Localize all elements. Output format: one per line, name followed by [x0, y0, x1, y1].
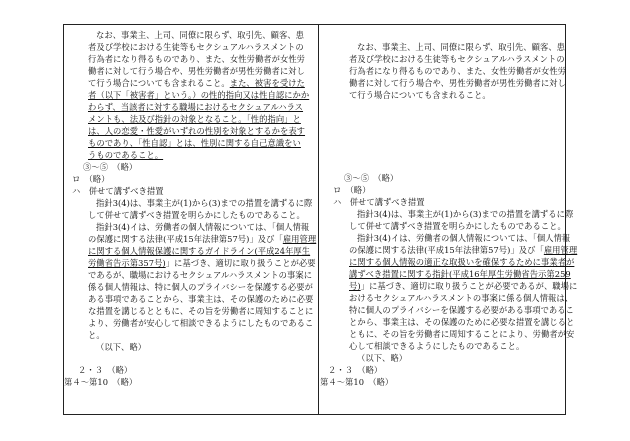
right-para-line-4: 働者に対して行う場合や、男性労働者が男性労働者に対し	[349, 78, 566, 88]
right-ha-line-11: ともに、その旨を労働者に周知することにより、労働者が安	[349, 329, 575, 339]
left-added-line-1: 者（以下「被害者」という。）の性的指向又は性自認にかか	[88, 90, 310, 100]
left-sec23: ２・３ （略）	[78, 365, 133, 375]
right-sec410: 第４～第10 （略）	[320, 377, 394, 387]
right-sec3: ③～⑤ （略）	[344, 173, 399, 183]
right-ha-line-3: 指針3(4)イは、労働者の個人情報については、「個人情報	[357, 233, 571, 243]
left-ha-line-8: 係る個人情報は、特に個人のプライバシーを保護する必要が	[88, 282, 313, 292]
right-ha-heading: ハ 併せて講ずべき措置	[333, 197, 425, 207]
left-para-line-3: 行為者になり得るものであり、また、女性労働者が女性労	[88, 54, 306, 64]
left-sec3: ③～⑤ （略）	[83, 162, 138, 172]
left-ro: ロ （略）	[72, 174, 110, 184]
left-added-line-4: は、人の恋愛・性愛がいずれの性別を対象とするかを表す	[88, 126, 306, 136]
left-para-line-4: 働者に対して行う場合や、男性労働者が男性労働者に対し	[88, 66, 305, 76]
right-para-line-5: て行う場合についても含まれること。	[349, 90, 491, 100]
left-ha-line-7: であるが、職場におけるセクシュアルハラスメントの事案に	[88, 270, 313, 280]
left-para-line-1: なお、事業主、上司、同僚に限らず、取引先、顧客、患	[96, 30, 305, 40]
left-added-line-6: うものであること。	[88, 150, 164, 160]
left-ha-line-10: な措置を講じるとともに、その旨を労働者に周知することに	[88, 306, 314, 316]
left-ha-line-11: より、労働者が安心して相談できるようにしたものであるこ	[88, 318, 314, 328]
right-ha-line-12: 心して相談できるようにしたものであること。	[349, 341, 525, 351]
right-para-line-1: なお、事業主、上司、同僚に限らず、取引先、顧客、患	[357, 42, 566, 52]
left-ha-line-5: に関する個人情報保護に関するガイドライン(平成24年厚生	[88, 246, 311, 256]
right-para-line-2: 者及び学校における生徒等もセクシュアルハラスメントの	[349, 54, 565, 64]
left-para-line-5: て行う場合についても含まれること。また、被害を受けた	[88, 78, 305, 88]
left-ha-line-2: して併せて講ずべき措置を明らかにしたものであること。	[88, 210, 305, 220]
right-ro: ロ （略）	[333, 185, 371, 195]
right-sec23: ２・３ （略）	[328, 365, 383, 375]
left-ha-line-3: 指針3(4)イは、労働者の個人情報については、「個人情報	[96, 222, 310, 232]
left-ha-line-1: 指針3(4)は、事業主が(1)から(3)までの措置を講ずるに際	[96, 198, 313, 208]
left-added-text-start: また、被害を受けた	[229, 78, 305, 88]
right-ha-line-8: おけるセクシュアルハラスメントの事案に係る個人情報は、	[349, 293, 574, 303]
left-added-line-3: メントも、法及び指針の対象となること。「性的指向」と	[88, 114, 301, 124]
left-omit: （以下、略）	[96, 342, 147, 352]
right-ha-line-7: 号)」に基づき、適切に取り扱うことが必要であるが、職場に	[349, 281, 578, 291]
right-omit: （以下、略）	[357, 353, 408, 363]
right-ha-line-6: 講ずべき措置に関する指針(平成16年厚生労働省告示第259	[349, 269, 571, 279]
left-ha-line-9: ある事項であることから、事業主は、その保護のために必要	[88, 294, 314, 304]
left-added-line-2: わらず、当該者に対する職場におけるセクシュアルハラス	[88, 102, 304, 112]
left-para-line-2: 者及び学校における生徒等もセクシュアルハラスメントの	[88, 42, 304, 52]
right-para-line-3: 行為者になり得るものであり、また、女性労働者が女性労	[349, 66, 567, 76]
left-sec410: 第４～第10 （略）	[64, 377, 138, 387]
right-ha-line-9: 特に個人のプライバシーを保護する必要がある事項であるこ	[349, 305, 574, 315]
left-added-line-5: ものであり、「性自認」とは、性別に関する自己意識をい	[88, 138, 301, 148]
right-ha-line-2: して併せて講ずべき措置を明らかにしたものであること。	[349, 221, 566, 231]
right-ha-line-10: とから、事業主は、その保護のために必要な措置を講じると	[349, 317, 575, 327]
left-ha-line-4: の保護に関する法律(平成15年法律第57号)」及び「雇用管理	[88, 234, 317, 244]
right-ha-line-4: の保護に関する法律(平成15年法律第57号)」及び「雇用管理	[349, 245, 578, 255]
right-ha-line-5: に関する個人情報の適正な取扱いを確保するために事業者が	[349, 257, 575, 267]
left-ha-heading: ハ 併せて講ずべき措置	[72, 186, 164, 196]
left-ha-line-6: 労働省告示第357号)」に基づき、適切に取り扱うことが必要	[88, 258, 316, 268]
right-ha-line-1: 指針3(4)は、事業主が(1)から(3)までの措置を講ずるに際	[357, 209, 574, 219]
left-ha-line-12: と。	[88, 330, 105, 340]
column-divider	[318, 24, 319, 415]
